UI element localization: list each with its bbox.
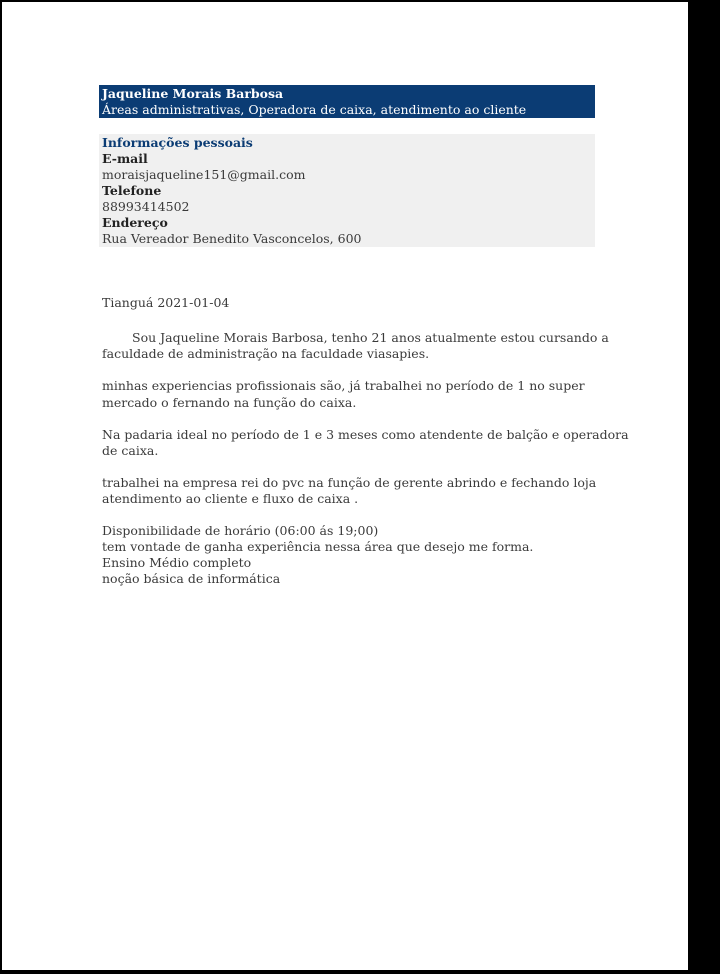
email-label: E-mail bbox=[102, 151, 148, 166]
paragraph-4-line-2: atendimento ao cliente e fluxo de caixa . bbox=[102, 491, 359, 506]
page-border bbox=[688, 0, 720, 974]
header-band bbox=[99, 85, 595, 118]
email-value: moraisjaqueline151@gmail.com bbox=[102, 167, 306, 182]
paragraph-4-line-1: trabalhei na empresa rei do pvc na função de gerente abrindo e fechando loja bbox=[102, 475, 597, 490]
personal-info-title: Informações pessoais bbox=[102, 135, 253, 150]
phone-value: 88993414502 bbox=[102, 199, 190, 214]
paragraph-3-line-1: Na padaria ideal no período de 1 e 3 meses como atendente de balção e operadora bbox=[102, 427, 629, 442]
candidate-subtitle: Áreas administrativas, Operadora de caixa, atendimento ao cliente bbox=[102, 102, 527, 117]
date-line: Tianguá 2021-01-04 bbox=[102, 295, 230, 310]
paragraph-2-line-2: mercado o fernando na função do caixa. bbox=[102, 395, 357, 410]
document-page bbox=[2, 2, 688, 970]
availability-line: Disponibilidade de horário (06:00 ás 19;00) bbox=[102, 523, 379, 538]
skills-line: noção básica de informática bbox=[102, 571, 281, 586]
address-label: Endereço bbox=[102, 215, 168, 230]
paragraph-3-line-2: de caixa. bbox=[102, 443, 159, 458]
paragraph-1-line-2: faculdade de administração na faculdade viasapies. bbox=[102, 346, 430, 361]
phone-label: Telefone bbox=[102, 183, 162, 198]
paragraph-2-line-1: minhas experiencias profissionais são, já trabalhei no período de 1 no super bbox=[102, 378, 585, 393]
candidate-name: Jaqueline Morais Barbosa bbox=[102, 86, 284, 101]
address-value: Rua Vereador Benedito Vasconcelos, 600 bbox=[102, 231, 362, 246]
education-line: Ensino Médio completo bbox=[102, 555, 252, 570]
goal-line: tem vontade de ganha experiência nessa área que desejo me forma. bbox=[102, 539, 534, 554]
personal-info-box bbox=[99, 134, 595, 247]
paragraph-1-line-1: Sou Jaqueline Morais Barbosa, tenho 21 anos atualmente estou cursando a bbox=[132, 330, 609, 345]
